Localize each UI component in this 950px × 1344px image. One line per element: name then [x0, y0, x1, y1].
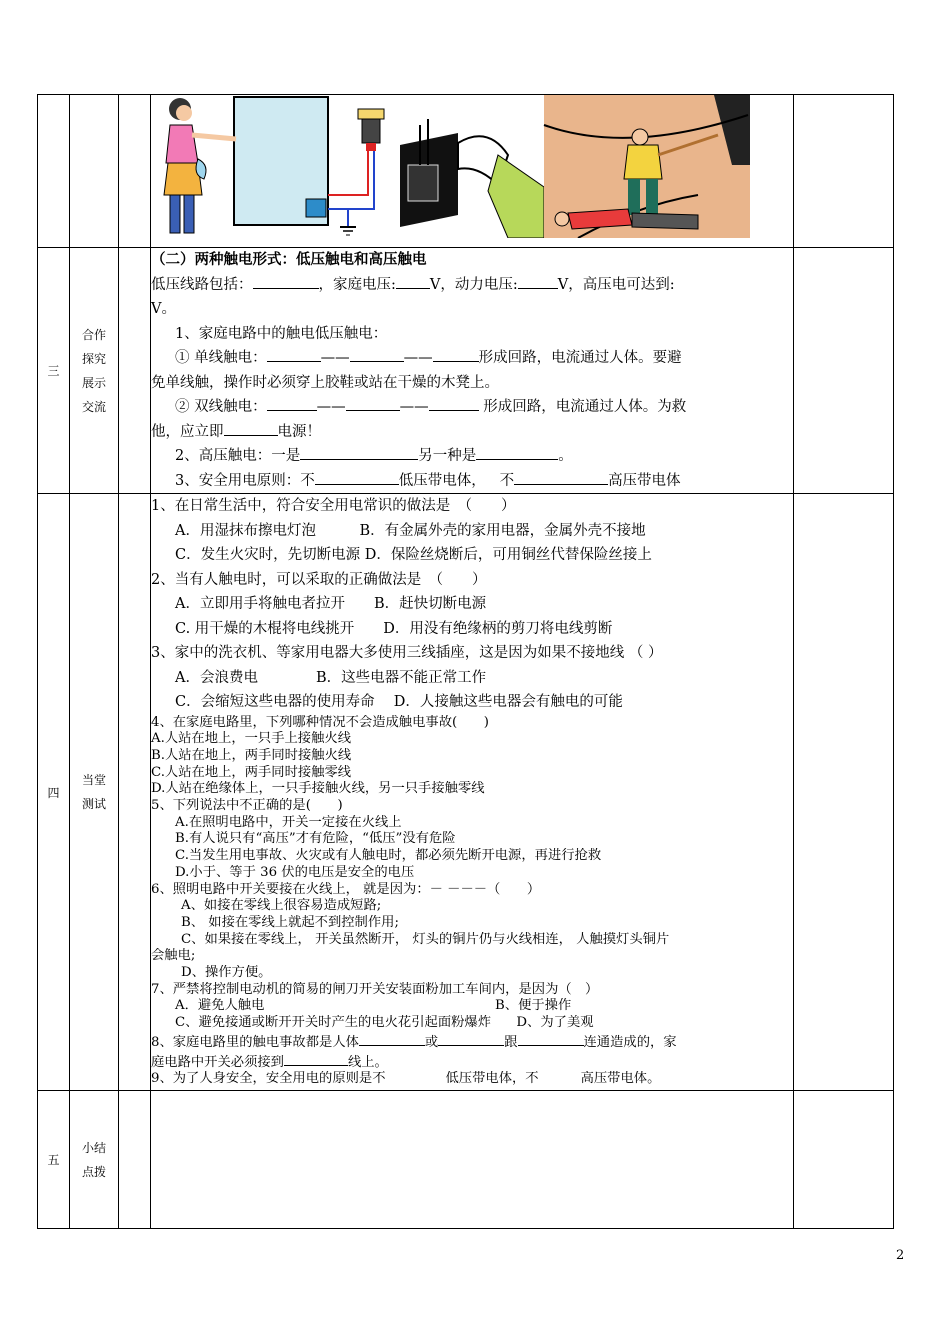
question-5-option-b: B.有人说只有“高压”才有危险，“低压”没有危险 — [175, 831, 456, 847]
question-6-option-c: C、如果接在零线上， 开关虽然断开， 灯头的铜片仍与火线相连， 人触摸灯头铜片 — [181, 931, 670, 947]
notes-cell — [794, 494, 894, 1091]
question-7-options-cd: C、避免接通或断开开关时产生的电火花引起面粉爆炸 D、为了美观 — [175, 1015, 594, 1031]
low-voltage-unit: V。 — [151, 301, 176, 317]
item-3: 3、安全用电原则：不 低压带电体， 不 高压带电体 — [151, 469, 793, 494]
summary-cell — [151, 1091, 794, 1229]
section-3-content — [151, 248, 794, 494]
double-wire-note: 他，应立即 电源！ — [151, 420, 793, 445]
low-voltage-line: 低压线路包括： ，家庭电压: V，动力电压: V，高压电可达到: — [151, 273, 793, 298]
question-2-options-ab: A．立即用手将触电者拉开 B．赶快切断电源 — [175, 596, 487, 612]
single-wire-line: ① 单线触电： —— —— 形成回路，电流通过人体。要避 — [151, 346, 793, 371]
row-number — [38, 95, 70, 248]
item-2: 2、高压触电：一是 另一种是 。 — [151, 444, 793, 469]
electric-shock-illustration — [158, 95, 750, 238]
row-label: 小结 点拨 — [70, 1091, 119, 1229]
section-heading: （二）两种触电形式：低压触电和高压触电 — [151, 251, 427, 268]
notes-cell — [794, 1091, 894, 1229]
lesson-table — [37, 94, 894, 1229]
question-7-options-ab: A．避免人触电 B、便于操作 — [175, 998, 572, 1014]
illustration-cell — [151, 95, 794, 248]
question-5: 5、下列说法中不正确的是( ) — [151, 798, 343, 814]
question-2: 2、当有人触电时，可以采取的正确做法是 （ ） — [151, 571, 487, 588]
section-4-row — [38, 494, 894, 1091]
row-label: 合作 探究 展示 交流 — [70, 248, 119, 494]
question-6-option-b: B、 如接在零线上就起不到控制作用; — [181, 914, 399, 930]
row-number: 五 — [38, 1091, 70, 1229]
question-5-option-a: A.在照明电路中，开关一定接在火线上 — [175, 814, 402, 830]
question-4-option-d: D.人站在绝缘体上，一只手接触火线，另一只手接触零线 — [151, 781, 485, 797]
section-5-row — [38, 1091, 894, 1229]
notes-cell — [794, 248, 894, 494]
item-1: 1、家庭电路中的触电低压触电： — [175, 325, 388, 342]
question-4-option-a: A.人站在地上，一只手上接触火线 — [151, 731, 351, 747]
single-wire-note: 免单线触，操作时必须穿上胶鞋或站在干燥的木凳上。 — [151, 374, 499, 391]
question-9: 9、为了人身安全，安全用电的原则是不 低压带电体，不 高压带电体。 — [151, 1071, 661, 1087]
section-4-content — [151, 494, 794, 1091]
page-number: 2 — [896, 1248, 905, 1263]
row-label: 当堂 测试 — [70, 494, 119, 1091]
question-7: 7、严禁将控制电动机的简易的闸刀开关安装面粉加工车间内，是因为（ ） — [151, 981, 599, 997]
question-1-options-ab: A．用湿抹布擦电灯泡 B．有金属外壳的家用电器，金属外壳不接地 — [175, 522, 646, 539]
empty-cell — [119, 248, 151, 494]
question-3-options-cd: C．会缩短这些电器的使用寿命 D．人接触这些电器会有触电的可能 — [175, 694, 623, 710]
hand-plug-panel — [396, 95, 544, 238]
question-3: 3、家中的洗衣机、等家用电器大多使用三线插座，这是因为如果不接地线 （ ） — [151, 645, 663, 661]
empty-cell — [119, 95, 151, 248]
notes-cell — [794, 95, 894, 248]
question-8: 8、家庭电路里的触电事故都是人体 或 跟 连通造成的，家 — [151, 1032, 793, 1052]
picture-row — [38, 95, 894, 248]
empty-cell — [119, 1091, 151, 1229]
question-1-options-cd: C．发生火灾时，先切断电源 D．保险丝烧断后，可用铜丝代替保险丝接上 — [175, 547, 652, 563]
question-4-option-c: C.人站在地上，两手同时接触零线 — [151, 764, 352, 780]
question-6: 6、照明电路中开关要接在火线上， 就是因为：－ －－－（ ） — [151, 881, 541, 897]
question-3-options-ab: A．会浪费电 B．这些电器不能正常工作 — [175, 669, 487, 686]
question-5-option-d: D.小于、等于 36 伏的电压是安全的电压 — [175, 864, 415, 880]
question-6-option-c-cont: 会触电; — [151, 948, 196, 964]
row-label — [70, 95, 119, 248]
power-line-rescue-panel — [544, 95, 750, 238]
question-4: 4、在家庭电路里，下列哪种情况不会造成触电事故( ) — [151, 714, 489, 730]
question-6-option-a: A、如接在零线上很容易造成短路; — [181, 898, 382, 914]
row-number: 四 — [38, 494, 70, 1091]
empty-cell — [119, 494, 151, 1091]
question-1: 1、在日常生活中，符合安全用电常识的做法是 （ ） — [151, 498, 516, 514]
row-number: 三 — [38, 248, 70, 494]
question-8-cont: 庭电路中开关必须接到 线上。 — [151, 1052, 793, 1072]
woman-appliance-panel — [158, 95, 396, 238]
question-6-option-d: D、操作方便。 — [181, 965, 272, 981]
question-5-option-c: C.当发生用电事故、火灾或有人触电时，都必须先断开电源，再进行抢救 — [175, 848, 602, 864]
double-wire-line: ② 双线触电： —— —— 形成回路，电流通过人体。为救 — [151, 395, 793, 420]
question-4-option-b: B.人站在地上，两手同时接触火线 — [151, 747, 352, 763]
question-2-options-cd: C. 用干燥的木棍将电线挑开 D．用没有绝缘柄的剪刀将电线剪断 — [175, 620, 613, 637]
section-3-row — [38, 248, 894, 494]
